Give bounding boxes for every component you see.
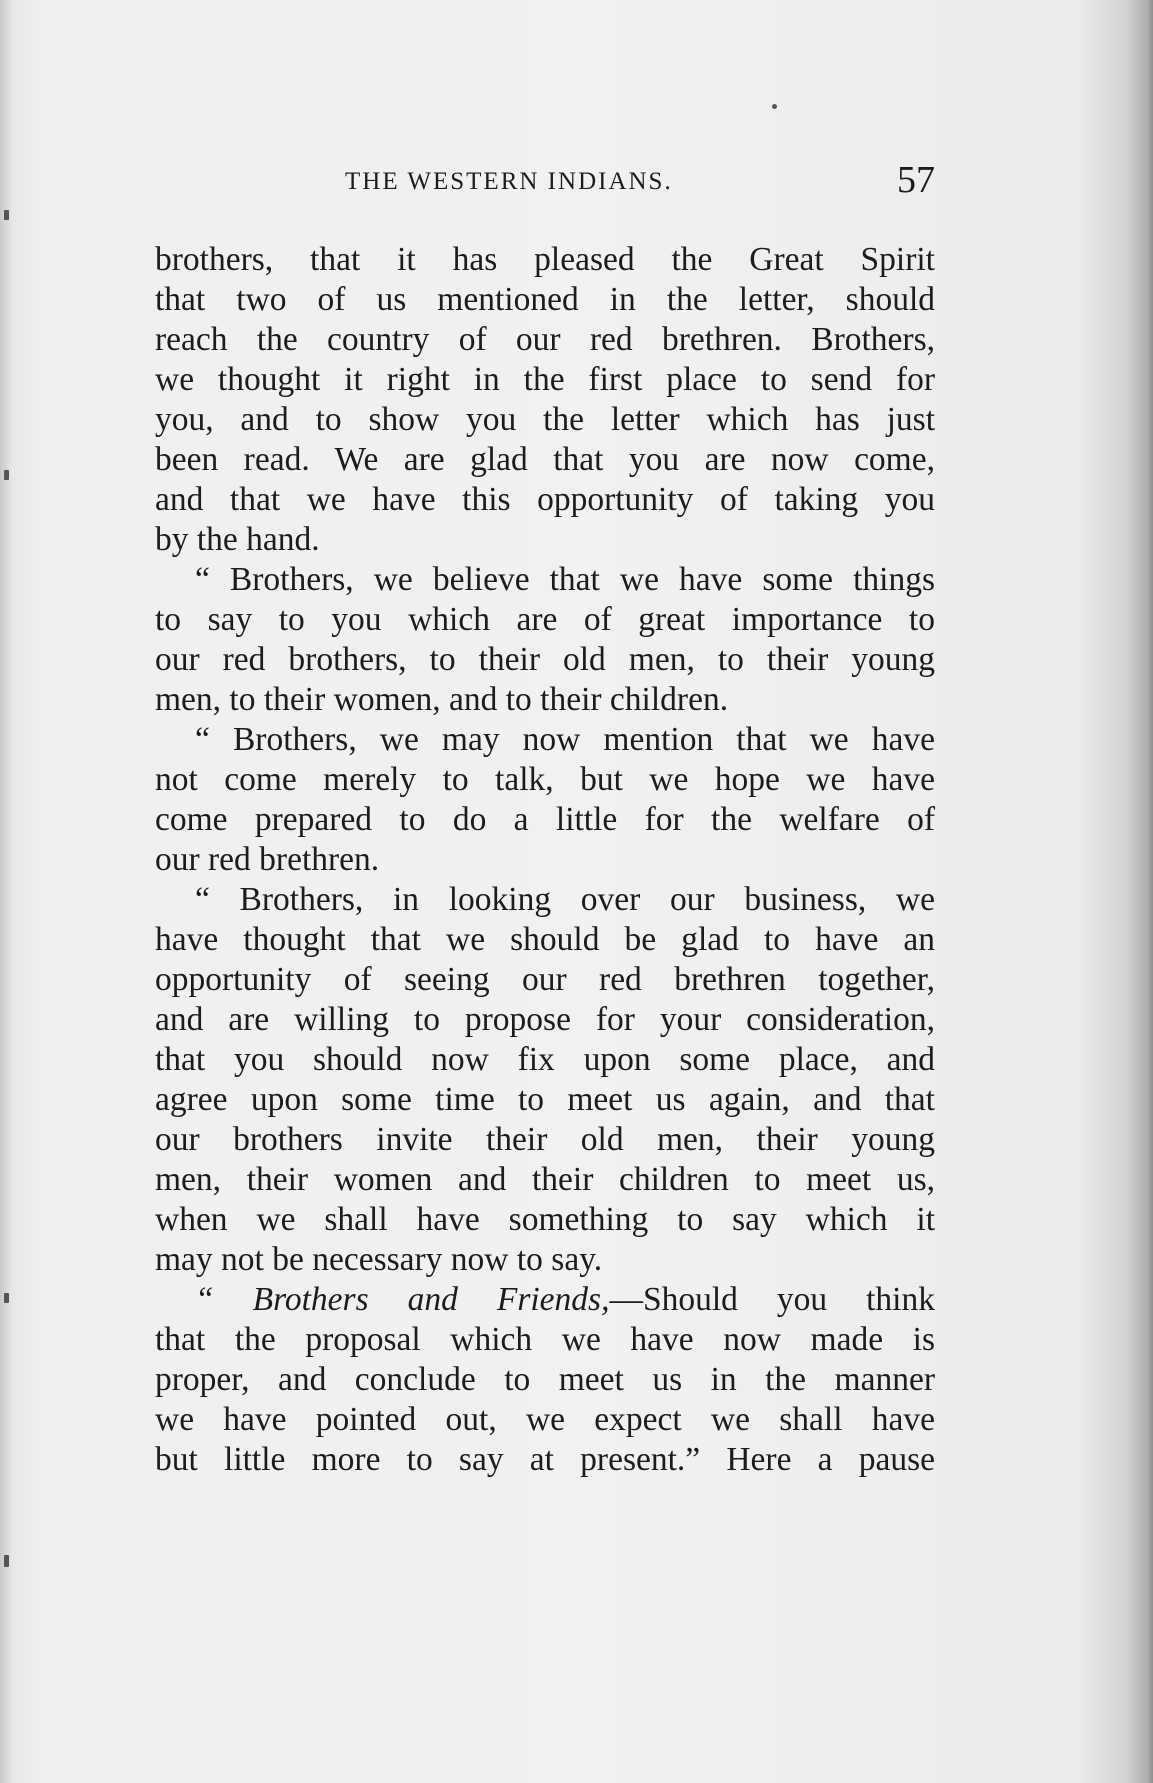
page-left-edge-shadow [0,0,12,1783]
text-line: “ Brothers, in looking over our business, we [195,881,935,918]
text-line: that you should now fix upon some place, and [155,1041,935,1078]
ink-speck [4,210,9,220]
paragraph-1 [155,240,935,560]
text-line: to say to you which are of great importance to [155,601,935,638]
body-text [155,240,935,1480]
text-line: “ Brothers, we may now mention that we have [195,721,935,758]
text-line: “ Brothers, we believe that we have some things [195,561,935,598]
paragraph-5 [155,1280,935,1480]
page-header [155,158,935,206]
paragraph-3 [155,720,935,880]
page-right-edge-shadow [1127,0,1153,1783]
page-number: 57 [897,159,935,201]
text-line: opportunity of seeing our red brethren together, [155,961,935,998]
paragraph-2 [155,560,935,720]
text-line [155,1280,935,1320]
text-line: and that we have this opportunity of taking you [155,481,935,518]
ink-speck [772,104,777,109]
text-line: been read. We are glad that you are now come, [155,441,935,478]
text-line: but little more to say at present.” Here a pause [155,1441,935,1478]
text-line: when we shall have something to say which it [155,1201,935,1238]
text-line: our brothers invite their old men, their young [155,1121,935,1158]
text-line: our red brethren. [155,841,380,878]
paragraph-4 [155,880,935,1280]
text-line: our red brothers, to their old men, to their young [155,641,935,678]
text-fragment: —Should you think [609,1281,935,1318]
text-line: that two of us mentioned in the letter, should [155,281,935,318]
text-line: brothers, that it has pleased the Great Spirit [155,241,935,278]
text-line: agree upon some time to meet us again, and that [155,1081,935,1118]
text-line: and are willing to propose for your consideration, [155,1001,935,1038]
ink-speck [4,1293,9,1303]
text-line: by the hand. [155,521,320,558]
text-line: men, to their women, and to their children. [155,681,729,718]
text-line: that the proposal which we have now made is [155,1321,935,1358]
text-line: not come merely to talk, but we hope we have [155,761,935,798]
italic-salutation: “ Brothers and Friends, [195,1281,610,1318]
text-line: have thought that we should be glad to have an [155,921,935,958]
running-head: THE WESTERN INDIANS. [345,168,673,195]
text-line: we have pointed out, we expect we shall have [155,1401,935,1438]
ink-speck [4,470,9,480]
text-line: reach the country of our red brethren. Brothers, [155,321,935,358]
text-line: may not be necessary now to say. [155,1241,603,1278]
text-line: men, their women and their children to meet us, [155,1161,935,1198]
ink-speck [4,1555,9,1567]
text-line: come prepared to do a little for the welfare of [155,801,935,838]
text-line: proper, and conclude to meet us in the manner [155,1361,935,1398]
text-line: we thought it right in the first place to send for [155,361,935,398]
text-line: you, and to show you the letter which has just [155,401,935,438]
